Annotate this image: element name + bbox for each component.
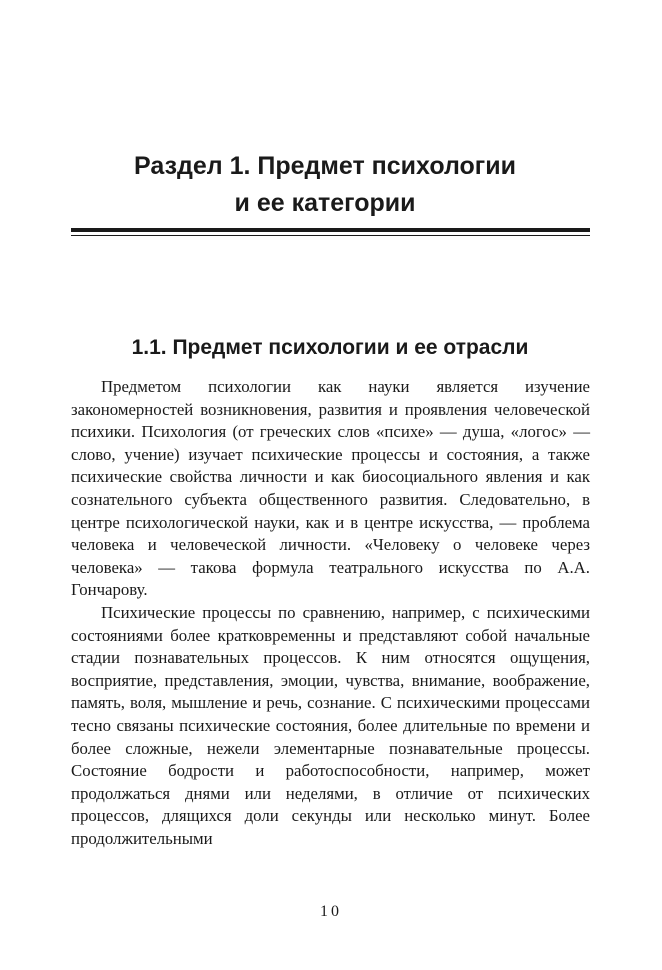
chapter-title-line-2: и ее категории [234,189,416,217]
chapter-title [60,148,590,222]
section-title: 1.1. Предмет психологии и ее отрасли [131,336,529,359]
paragraph-2: Психические процессы по сравнению, например, с психическими состояниями более кратковременны и представляют собой начальные стадии познавательных процессов. К ним относятся ощущения, восприятие, представления, эмоции, чувства, внимание, воображение, память, воля, мышление и речь, сознание. С психическими процессами тесно связаны психические состояния, более длительные по времени и более сложные, нежели элементарные познавательные процессы. Состояние бодрости и работоспособности, например, может продолжаться днями или неделями, в отличие от психических процессов, длящихся доли секунды или несколько минут. Более продолжительными [71,602,590,848]
body-text [71,376,590,850]
chapter-rule-thin [71,235,590,236]
paragraph-1: Предметом психологии как науки является изучение закономерностей возникновения, развития и проявления человеческой психики. Психология (от греческих слов «психе» — душа, «логос» — слово, учение) изучает психические процессы и состояния, а также психические свойства личности и как биосоциального явления и как сознательного субъекта общественного развития. Следовательно, в центре психологической науки, как и в центре искусства, — проблема человека и человеческой личности. «Человеку о человеке через человека» — такова формула театрального искусства по А.А. Гончарову. [71,377,590,600]
page-number: 10 [320,903,342,920]
chapter-title-line-1: Раздел 1. Предмет психологии [134,152,516,180]
chapter-rule-thick [71,228,590,232]
